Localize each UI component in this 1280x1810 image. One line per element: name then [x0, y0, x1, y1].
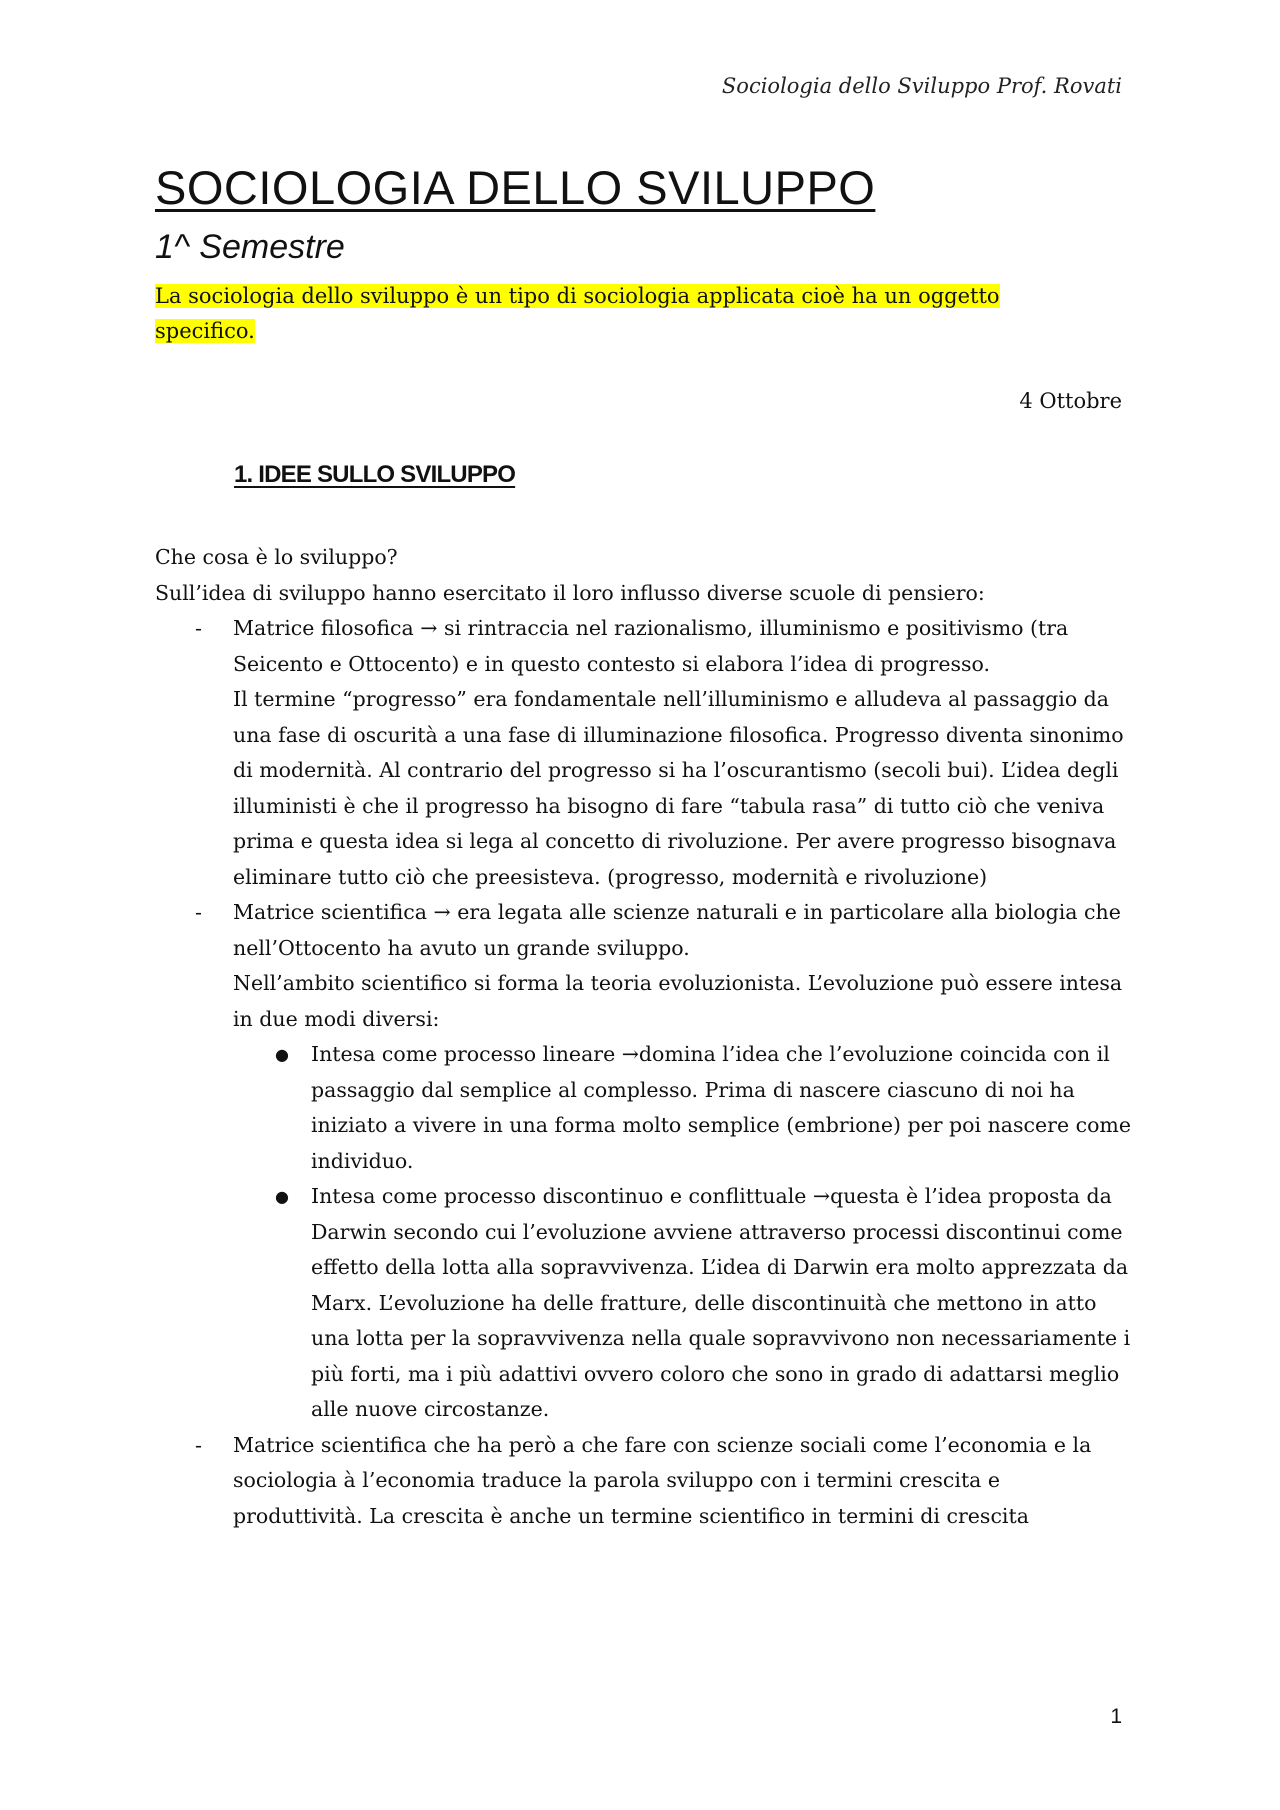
list-item-scientific-matrix — [155, 895, 1135, 1428]
list-item-philosophical-matrix — [155, 611, 1135, 895]
semester-subtitle: 1^ Semestre — [155, 228, 345, 266]
dash-marker: - — [195, 1432, 202, 1457]
matrix-head: Matrice scientifica → era legata alle scienze naturali e in particolare alla biologia che nell’Ottocento ha avuto un grande sviluppo. — [233, 900, 1121, 960]
highlighted-intro: La sociologia dello sviluppo è un tipo di sociologia applicata cioè ha un oggetto specifico. — [155, 284, 1000, 343]
lead-line: Sull’idea di sviluppo hanno esercitato il loro influsso diverse scuole di pensiero: — [155, 580, 985, 605]
matrix-body: Il termine “progresso” era fondamentale nell’illuminismo e alludeva al passaggio da una fase di oscurità a una fase di illuminazione filosofica. Progresso diventa sinonimo di modernità. Al contrario del progresso si ha l’oscurantismo (secoli bui). L’idea degli illuministi è che il progresso ha bisogno di fare “tabula rasa” di tutto ciò che veniva prima e questa idea si lega al concetto di rivoluzione. Per avere progresso bisognava eliminare tutto ciò che preesisteva. (progresso, modernità e rivoluzione) — [233, 687, 1124, 889]
matrix-body: Nell’ambito scientifico si forma la teoria evoluzionista. L’evoluzione può essere intesa in due modi diversi: — [233, 971, 1123, 1031]
bullet-marker: ● — [275, 1045, 289, 1064]
running-header: Sociologia dello Sviluppo Prof. Rovati — [721, 74, 1122, 98]
question-line: Che cosa è lo sviluppo? — [155, 545, 398, 569]
list-item-discontinuous-process — [233, 1179, 1135, 1428]
list-item-social-science-matrix — [155, 1428, 1135, 1535]
dash-marker: - — [195, 616, 202, 640]
bullet-text: Intesa come processo discontinuo e conflittuale →questa è l’idea proposta da Darwin secondo cui l’evoluzione avviene attraverso processi discontinui come effetto della lotta alla sopravvivenza. L’idea di Darwin era molto apprezzata da Marx. L’evoluzione ha delle fratture, delle discontinuità che mettono in atto una lotta per la sopravvivenza nella quale sopravvivono non necessariamente i più forti, ma i più adattivi ovvero coloro che sono in grado di adattarsi meglio alle nuove circostanze. — [311, 1184, 1131, 1421]
intro-paragraph — [155, 279, 1095, 349]
matrix-head: Matrice scientifica che ha però a che fare con scienze sociali come l’economia e la sociologia à l’economia traduce la parola sviluppo con i termini crescita e produttività. La crescita è anche un termine scientifico in termini di crescita — [233, 1432, 1092, 1528]
page-number: 1 — [1110, 1705, 1122, 1728]
dash-marker: - — [195, 900, 202, 924]
bullet-marker: ● — [275, 1187, 289, 1206]
matrix-head: Matrice filosofica → si rintraccia nel razionalismo, illuminismo e positivismo (tra Seicento e Ottocento) e in questo contesto si elabora l’idea di progresso. — [233, 616, 1069, 676]
bullet-text: Intesa come processo lineare →domina l’idea che l’evoluzione coincida con il passaggio dal semplice al complesso. Prima di nascere ciascuno di noi ha iniziato a vivere in una forma molto semplice (embrione) per poi nascere come individuo. — [311, 1042, 1131, 1173]
document-body — [155, 540, 1135, 1534]
matrix-list — [155, 611, 1135, 1534]
lecture-date: 4 Ottobre — [1019, 389, 1122, 413]
document-title: SOCIOLOGIA DELLO SVILUPPO — [155, 161, 876, 214]
list-item-linear-process — [233, 1037, 1135, 1179]
section-title: 1. IDEE SULLO SVILUPPO — [234, 461, 516, 488]
evolution-list — [233, 1037, 1135, 1428]
